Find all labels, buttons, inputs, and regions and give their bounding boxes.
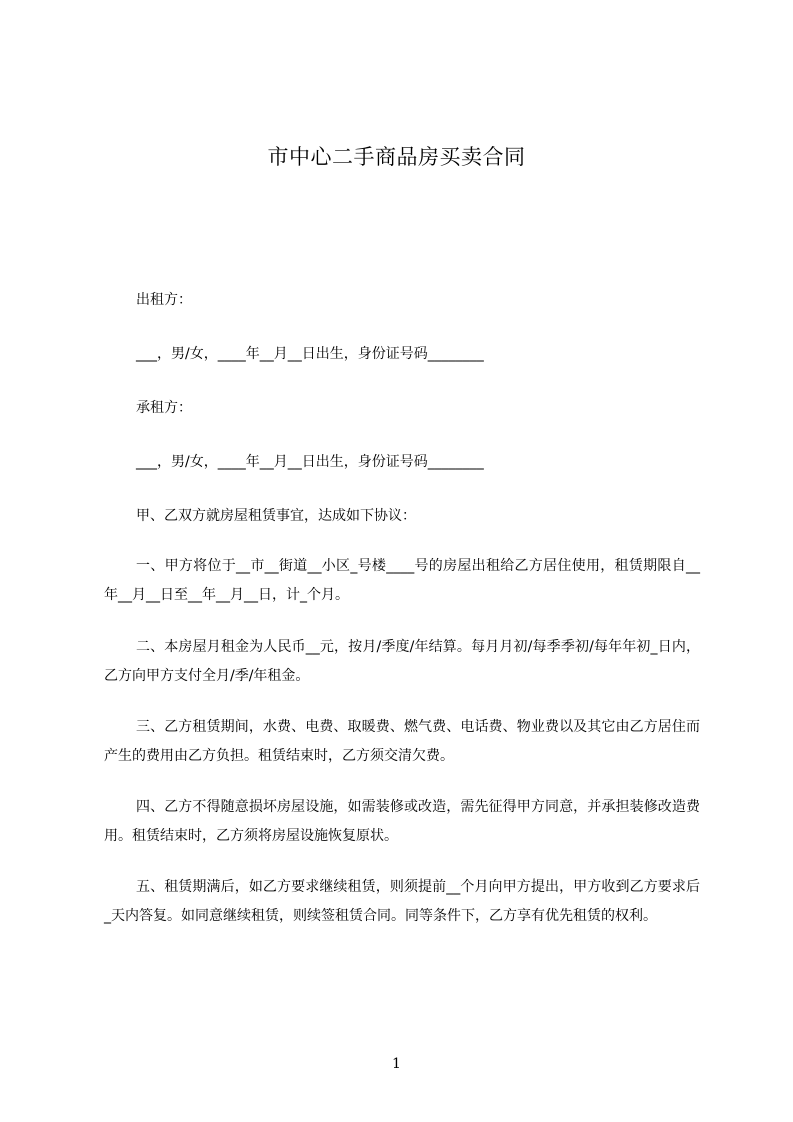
page-number: 1 [392, 1056, 401, 1072]
agreement-intro: 甲、乙双方就房屋租赁事宜，达成如下协议： [136, 508, 416, 524]
lessee-label: 承租方： [136, 400, 192, 416]
lessor-label: 出租方： [136, 292, 192, 308]
clause-4: 四、乙方不得随意损坏房屋设施，如需装修或改造，需先征得甲方同意，并承担装修改造费用。租赁结束时，乙方须将房屋设施恢复原状。 [104, 799, 700, 844]
lessee-info: ___，男/女，____年__月__日出生，身份证号码________ [136, 454, 484, 470]
clause-5: 五、租赁期满后，如乙方要求继续租赁，则须提前__个月向甲方提出，甲方收到乙方要求后_天内答复。如同意继续租赁，则续签租赁合同。同等条件下，乙方享有优先租赁的权利。 [104, 879, 700, 924]
lessor-info: ___，男/女，____年__月__日出生，身份证号码________ [136, 346, 484, 362]
clause-3: 三、乙方租赁期间，水费、电费、取暖费、燃气费、电话费、物业费以及其它由乙方居住而产生的费用由乙方负担。租赁结束时，乙方须交清欠费。 [104, 719, 700, 764]
page-title: 市中心二手商品房买卖合同 [267, 145, 526, 169]
clause-1: 一、甲方将位于__市__街道__小区_号楼____号的房屋出租给乙方居住使用，租赁期限自__年__月__日至__年__月__日，计_个月。 [104, 558, 700, 603]
clause-2: 二、本房屋月租金为人民币__元，按月/季度/年结算。每月月初/每季季初/每年年初_日内，乙方向甲方支付全月/季/年租金。 [104, 639, 700, 684]
